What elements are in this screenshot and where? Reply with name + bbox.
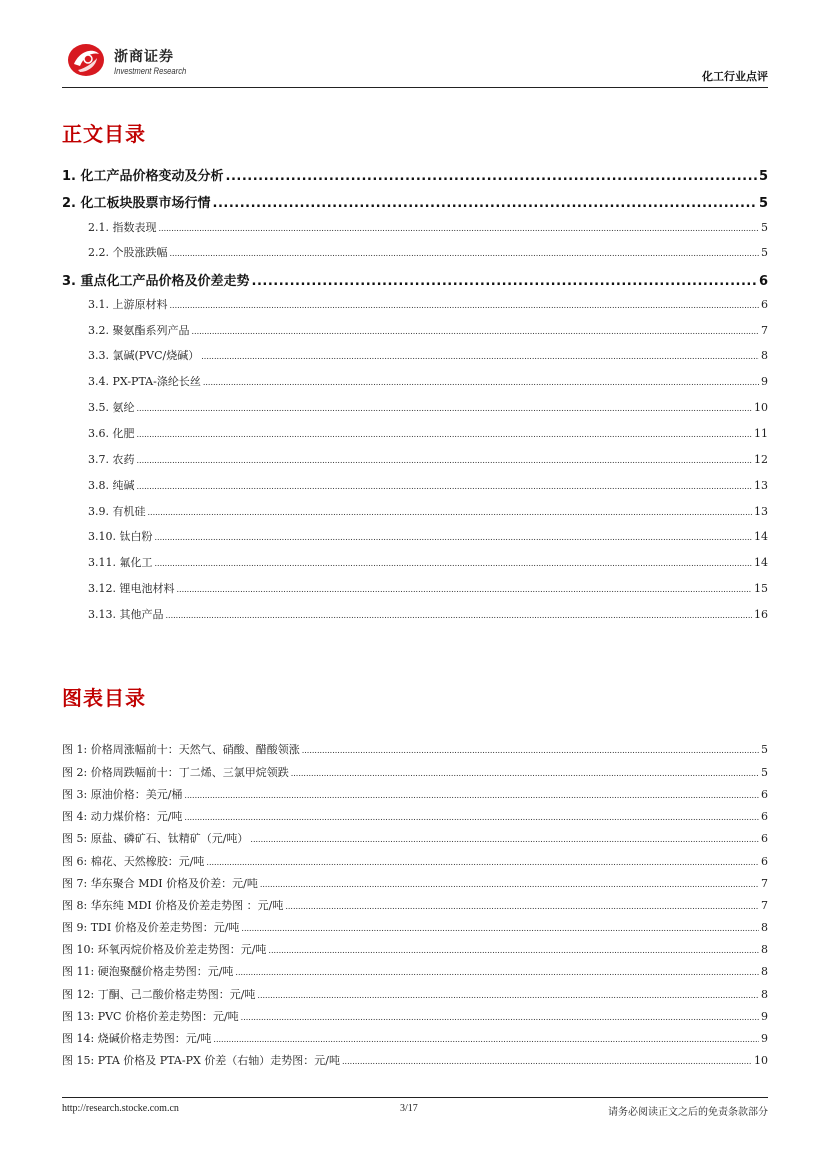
toc-entry[interactable] (62, 296, 768, 312)
toc-leader-dots (155, 559, 753, 568)
toc-entry[interactable] (62, 451, 768, 467)
figure-entry-page: 9 (761, 1010, 768, 1023)
toc-entry-label: 3.1. 上游原材料 (88, 298, 168, 311)
footer-disclaimer: 请务必阅读正文之后的免责条款部分 (608, 1107, 768, 1118)
figure-entry-label: 图 10: 环氧丙烷价格及价差走势图：元/吨 (62, 943, 267, 956)
figure-entry-label: 图 2: 价格周跌幅前十：丁二烯、三氯甲烷领跌 (62, 766, 289, 779)
figure-entry[interactable] (62, 830, 768, 846)
figure-entry-page: 7 (761, 877, 768, 890)
brand-name: 浙商证券 (114, 49, 174, 65)
figure-leader-dots (268, 946, 759, 955)
figure-entry-page: 10 (754, 1054, 768, 1067)
toc-entry[interactable] (62, 347, 768, 363)
figure-leader-dots (291, 769, 759, 778)
toc-entry-label: 3.9. 有机硅 (88, 505, 146, 518)
figure-leader-dots (260, 880, 759, 889)
figure-entry[interactable] (62, 875, 768, 891)
toc-entry[interactable] (62, 165, 768, 184)
figures-title: 图表目录 (62, 686, 146, 710)
toc-entry[interactable] (62, 219, 768, 235)
figure-entry-label: 图 9: TDI 价格及价差走势图：元/吨 (62, 921, 240, 934)
toc-entry-label: 3.11. 氟化工 (88, 556, 153, 569)
toc-entry-label: 3.6. 化肥 (88, 427, 135, 440)
figure-entry[interactable] (62, 1008, 768, 1024)
figure-entry-page: 5 (761, 743, 768, 756)
toc-entry-label: 3.5. 氨纶 (88, 401, 135, 414)
figure-entry-label: 图 6: 棉花、天然橡胶：元/吨 (62, 855, 205, 868)
toc-entry-page: 5 (758, 169, 768, 184)
toc-entry-label: 3. 重点化工产品价格及价差走势 (62, 274, 250, 289)
figure-entry-page: 5 (761, 766, 768, 779)
figure-entry-label: 图 14: 烧碱价格走势图：元/吨 (62, 1032, 212, 1045)
figure-entry[interactable] (62, 897, 768, 913)
figure-leader-dots (285, 902, 759, 911)
toc-leader-dots (170, 249, 760, 258)
figure-entry-label: 图 12: 丁酮、己二酸价格走势图：元/吨 (62, 988, 256, 1001)
figure-entry[interactable] (62, 786, 768, 802)
figure-entry-page: 6 (761, 832, 768, 845)
figure-entry[interactable] (62, 919, 768, 935)
toc-entry-page: 5 (761, 221, 768, 234)
figure-entry[interactable] (62, 986, 768, 1002)
figure-leader-dots (241, 924, 759, 933)
figure-entry[interactable] (62, 741, 768, 757)
figure-entry-label: 图 8: 华东纯 MDI 价格及价差走势图 ：元/吨 (62, 899, 284, 912)
toc-entry-page: 8 (761, 349, 768, 362)
toc-leader-dots (213, 196, 757, 211)
toc-leader-dots (203, 378, 759, 387)
toc-leader-dots (159, 224, 760, 233)
report-category: 化工行业点评 (702, 70, 768, 83)
toc-entry[interactable] (62, 554, 768, 570)
toc-entry-label: 3.8. 纯碱 (88, 479, 135, 492)
figure-leader-dots (213, 1035, 759, 1044)
toc-entry[interactable] (62, 322, 768, 338)
toc-entry-page: 5 (761, 246, 768, 259)
toc-entry-page: 7 (761, 324, 768, 337)
figure-entry[interactable] (62, 808, 768, 824)
figure-leader-dots (302, 746, 759, 755)
toc-entry-page: 13 (754, 505, 768, 518)
toc-entry-page: 15 (754, 582, 768, 595)
figure-entry-page: 6 (761, 810, 768, 823)
toc-entry[interactable] (62, 606, 768, 622)
figure-entry-label: 图 7: 华东聚合 MDI 价格及价差：元/吨 (62, 877, 258, 890)
toc-entry[interactable] (62, 244, 768, 260)
figure-entry-label: 图 15: PTA 价格及 PTA-PX 价差（右轴）走势图：元/吨 (62, 1054, 341, 1067)
figure-entry[interactable] (62, 941, 768, 957)
toc-entry-page: 14 (754, 530, 768, 543)
figure-leader-dots (342, 1057, 752, 1066)
footer-divider (62, 1097, 768, 1098)
header-divider (62, 87, 768, 88)
figure-entry-page: 7 (761, 899, 768, 912)
toc-entry[interactable] (62, 580, 768, 596)
figure-entry-page: 6 (761, 855, 768, 868)
figure-entry[interactable] (62, 1030, 768, 1046)
figure-entry[interactable] (62, 1052, 768, 1068)
figure-entry-page: 8 (761, 943, 768, 956)
toc-entry-page: 6 (758, 274, 768, 289)
page-header (62, 40, 768, 88)
toc-entry[interactable] (62, 373, 768, 389)
toc-leader-dots (177, 585, 753, 594)
toc-entry-label: 2. 化工板块股票市场行情 (62, 196, 211, 211)
toc-leader-dots (226, 169, 757, 184)
figure-entry-page: 8 (761, 988, 768, 1001)
toc-entry-page: 14 (754, 556, 768, 569)
toc-entry-label: 1. 化工产品价格变动及分析 (62, 169, 224, 184)
figure-entry-page: 6 (761, 788, 768, 801)
toc-leader-dots (148, 508, 753, 517)
toc-leader-dots (170, 301, 760, 310)
toc-entry-page: 16 (754, 608, 768, 621)
figure-entry[interactable] (62, 853, 768, 869)
toc-leader-dots (192, 327, 760, 336)
figure-entry[interactable] (62, 764, 768, 780)
figure-entry-label: 图 3: 原油价格：美元/桶 (62, 788, 183, 801)
toc-entry-label: 3.4. PX-PTA-涤纶长丝 (88, 375, 201, 388)
company-logo-icon (66, 40, 106, 78)
figure-entry[interactable] (62, 963, 768, 979)
toc-leader-dots (137, 430, 753, 439)
toc-entry[interactable] (62, 270, 768, 289)
toc-leader-dots (137, 404, 753, 413)
figure-entry-label: 图 1: 价格周涨幅前十：天然气、硝酸、醋酸领涨 (62, 743, 300, 756)
figure-entry-page: 8 (761, 921, 768, 934)
figure-leader-dots (206, 858, 759, 867)
figure-entry-label: 图 5: 原盐、磷矿石、钛精矿（元/吨） (62, 832, 249, 845)
toc-entry-label: 3.7. 农药 (88, 453, 135, 466)
figure-entry-label: 图 13: PVC 价格价差走势图：元/吨 (62, 1010, 239, 1023)
toc-leader-dots (252, 274, 757, 289)
figure-leader-dots (235, 968, 759, 977)
toc-entry[interactable] (62, 528, 768, 544)
toc-entry[interactable] (62, 425, 768, 441)
toc-entry[interactable] (62, 399, 768, 415)
figure-leader-dots (257, 991, 759, 1000)
toc-leader-dots (155, 533, 753, 542)
figure-leader-dots (241, 1013, 759, 1022)
toc-entry[interactable] (62, 192, 768, 211)
toc-entry-label: 2.1. 指数表现 (88, 221, 157, 234)
toc-entry-label: 3.10. 钛白粉 (88, 530, 153, 543)
toc-leader-dots (201, 352, 759, 361)
toc-entry[interactable] (62, 477, 768, 493)
footer-page-number: 3/17 (400, 1103, 418, 1114)
toc-entry-page: 12 (754, 453, 768, 466)
toc-entry-label: 3.3. 氯碱(PVC/烧碱） (88, 349, 200, 362)
toc-leader-dots (166, 611, 753, 620)
figure-entry-page: 8 (761, 965, 768, 978)
toc-entry-label: 2.2. 个股涨跌幅 (88, 246, 168, 259)
toc-entry-page: 6 (761, 298, 768, 311)
figure-entry-label: 图 4: 动力煤价格：元/吨 (62, 810, 183, 823)
toc-entry-page: 11 (754, 427, 768, 440)
toc-entry-label: 3.12. 锂电池材料 (88, 582, 175, 595)
toc-entry-label: 3.2. 聚氨酯系列产品 (88, 324, 190, 337)
toc-entry-page: 13 (754, 479, 768, 492)
toc-leader-dots (137, 456, 753, 465)
figure-entry-label: 图 11: 硬泡聚醚价格走势图：元/吨 (62, 965, 234, 978)
toc-entry[interactable] (62, 503, 768, 519)
figure-leader-dots (250, 835, 759, 844)
footer-url-link[interactable]: http://research.stocke.com.cn (62, 1103, 179, 1114)
toc-entry-page: 5 (758, 196, 768, 211)
toc-entry-page: 9 (761, 375, 768, 388)
toc-leader-dots (137, 482, 753, 491)
figure-leader-dots (184, 813, 759, 822)
contents-title: 正文目录 (62, 122, 146, 146)
figure-leader-dots (184, 791, 759, 800)
toc-entry-page: 10 (754, 401, 768, 414)
figure-entry-page: 9 (761, 1032, 768, 1045)
toc-entry-label: 3.13. 其他产品 (88, 608, 164, 621)
brand-subtitle: Investment Research (114, 66, 187, 76)
